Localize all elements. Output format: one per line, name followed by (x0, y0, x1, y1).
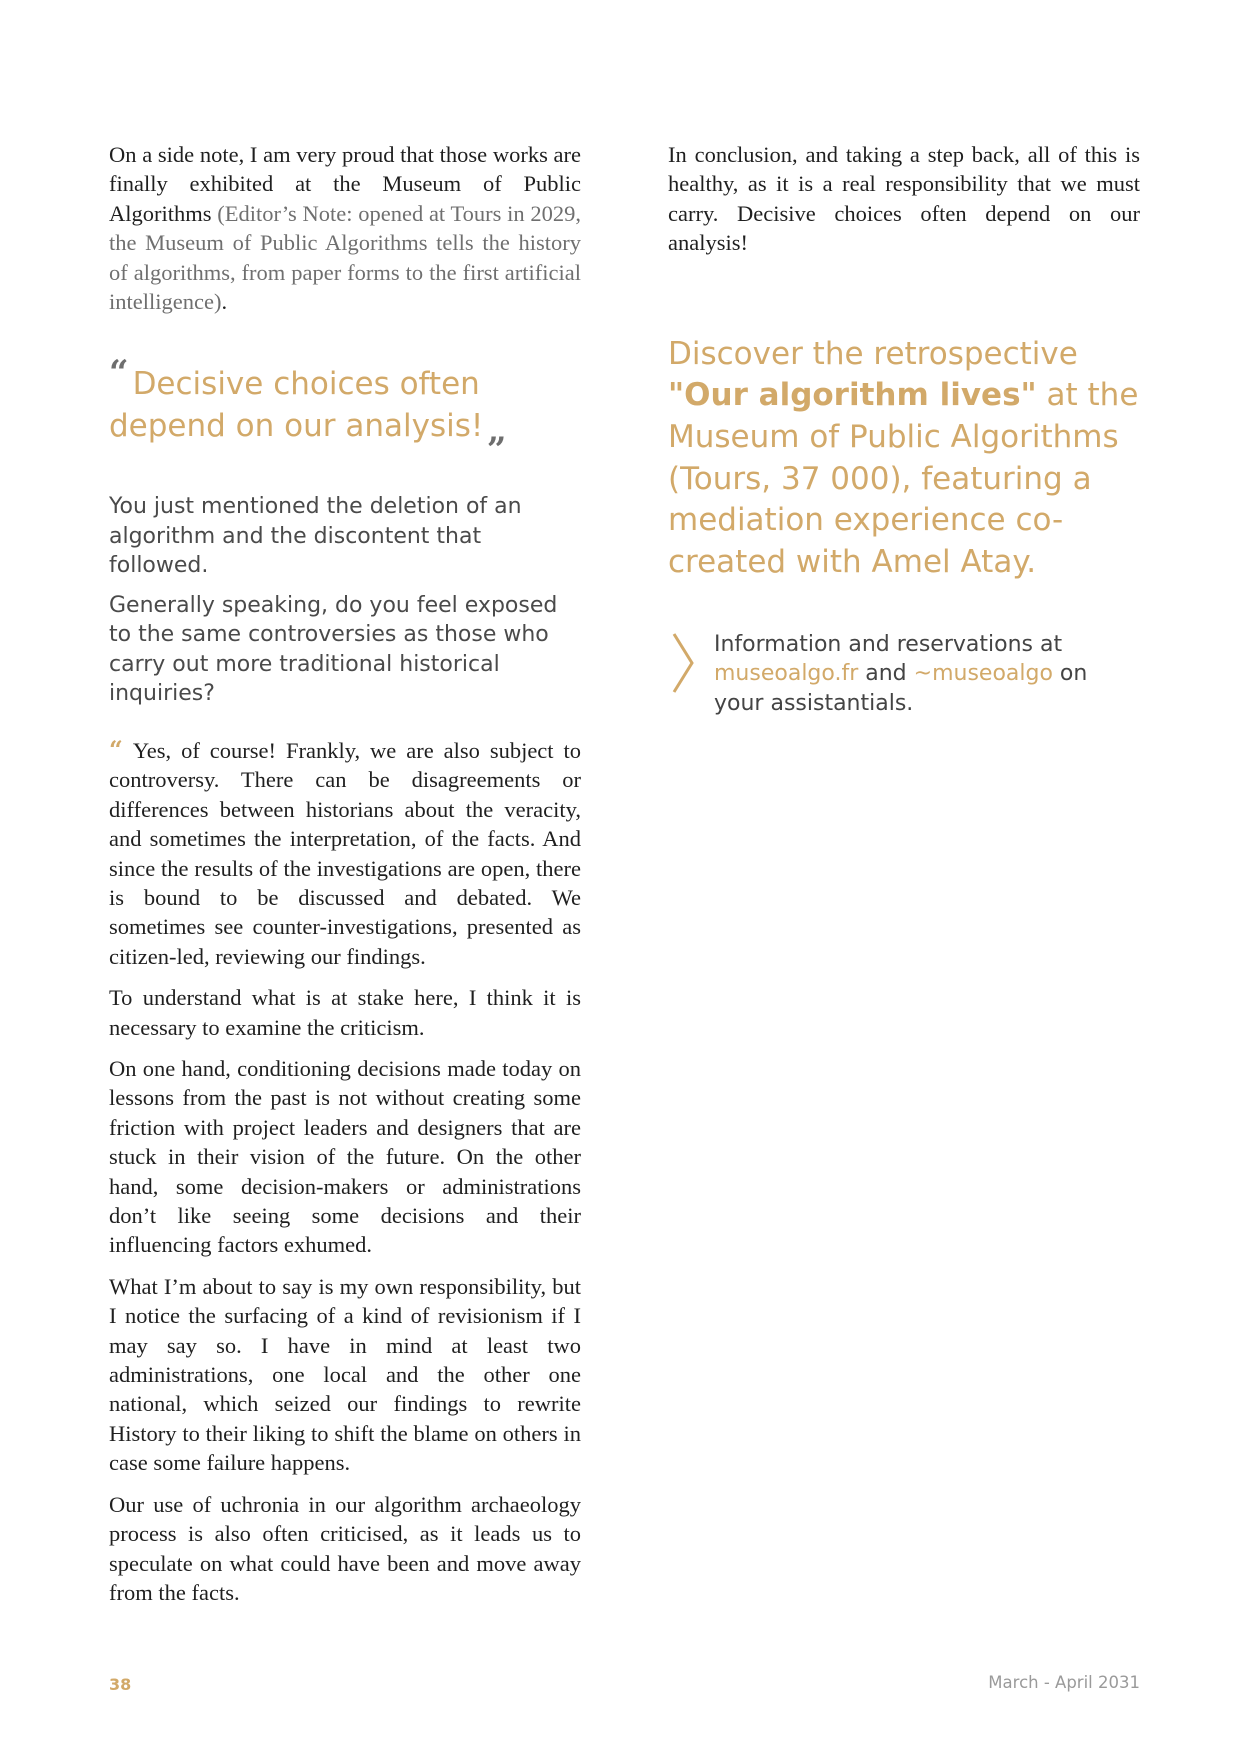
right-column (668, 140, 1140, 718)
answer-paragraph-4: What I’m about to say is my own responsibility, but I notice the surfacing of a kind of revisionism if I may say so. I have in mind at least two administrations, one local and the other one national, which seized our findings to rewrite History to their liking to shift the blame on others in case some failure happens. (109, 1273, 581, 1476)
info-block (668, 630, 1140, 719)
issue-date: March - April 2031 (988, 1673, 1140, 1692)
promo-text-after: at the Museum of Public Algorithms (Tours, 37 000), featuring a mediation experience co-created with Amel Atay. (668, 377, 1139, 581)
chevron-right-icon (668, 630, 698, 696)
info-text (714, 630, 1140, 719)
exhibition-title: "Our algorithm lives" (668, 377, 1037, 414)
question-2: Generally speaking, do you feel exposed to the same controversies as those who carry out more traditional historical inquiries? (109, 592, 558, 707)
intro-main-text: On a side note, I am very proud that those works are finally exhibited at the Museum of Public Algorithms (109, 142, 581, 226)
handle-link[interactable]: ~museoalgo (913, 661, 1053, 687)
answer-quote-icon: “ (109, 734, 123, 764)
intro-end: . (221, 289, 228, 315)
left-column (109, 140, 581, 1619)
answer-paragraph-5: Our use of uchronia in our algorithm archaeology process is also often criticised, as it leads us to speculate on what could have been and move away from the facts. (109, 1491, 581, 1605)
page-number: 38 (109, 1675, 132, 1694)
pull-quote-text: Decisive choices often depend on our analysis! (109, 366, 484, 445)
info-and: and (858, 661, 914, 687)
answer-paragraph-2: To understand what is at stake here, I think it is necessary to examine the criticism. (109, 985, 581, 1040)
conclusion-paragraph: In conclusion, and taking a step back, all of this is healthy, as it is a real responsibility that we must carry. Decisive choices often depend on our analysis! (668, 142, 1140, 256)
pull-quote (109, 352, 529, 452)
promo-callout (668, 334, 1140, 584)
info-prefix: Information and reservations at (714, 631, 1063, 657)
promo-text-before: Discover the retrospective (668, 335, 1078, 372)
answer-paragraph-3: On one hand, conditioning decisions made today on lessons from the past is not without creating some friction with project leaders and designers that are stuck in their vision of the future. On the other hand, some decision-makers or administrations don’t like seeing some decisions and their influencing factors exhumed. (109, 1056, 581, 1258)
answer-paragraph-1 (109, 735, 581, 971)
question-1: You just mentioned the deletion of an algorithm and the discontent that followed. (109, 494, 522, 579)
answer-text-1: Yes, of course! Frankly, we are also subject to controversy. There can be disagreements or differences between historians about the veracity, and sometimes the interpretation, of the facts. And since the results of the investigations are open, there is bound to be discussed and debated. We sometimes see counter-investigations, presented as citizen-led, reviewing our findings. (109, 737, 581, 969)
info-suffix: on your assistantials. (714, 661, 1088, 716)
editors-note: (Editor’s Note: opened at Tours in 2029, the Museum of Public Algorithms tells the history of algorithms, from paper forms to the first artificial intelligence) (109, 200, 581, 315)
intro-paragraph (109, 140, 581, 316)
close-quote-icon: „ (487, 411, 507, 452)
website-link[interactable]: museoalgo.fr (714, 661, 859, 687)
open-quote-icon: “ (109, 353, 129, 394)
